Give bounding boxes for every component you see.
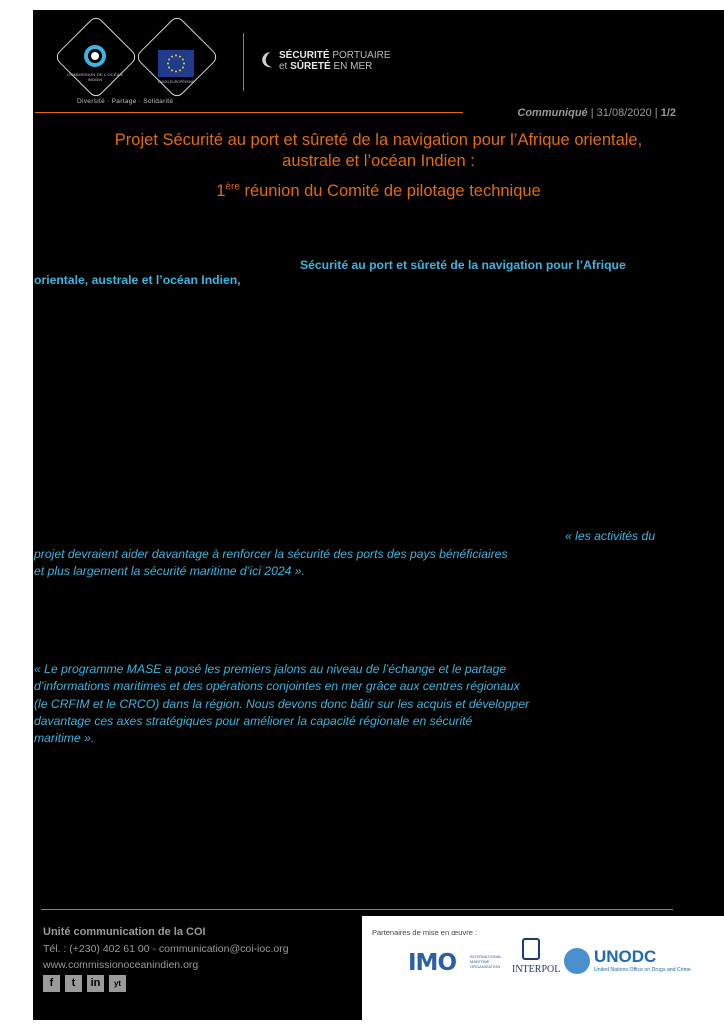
document-subtitle: 1ère réunion du Comité de pilotage technique [216,181,541,200]
document-reference: Communiqué | 31/08/2020 | 1/2 [517,107,676,119]
partners-panel [362,916,724,1024]
youtube-icon[interactable]: yt [109,975,126,992]
quote1-line3: et plus largement la sécurité maritime d’ici 2024 ». [34,564,305,578]
ssm-logo-icon [260,51,273,69]
quote2-line5: maritime ». [34,731,95,745]
eu-flag-icon [158,50,194,77]
quote2-line3: (le CRFIM et le CRCO) dans la région. Nous devons donc bâtir sur les acquis et développer [34,697,530,711]
quote1-line1: « les activités du [565,529,656,543]
program-title: SÉCURITÉ PORTUAIRE et SÛRETÉ EN MER [279,50,391,72]
quote1-line2: projet devraient aider davantage à renforcer la sécurité des ports des pays bénéficiaires [34,547,508,561]
document-title: Projet Sécurité au port et sûreté de la navigation pour l’Afrique orientale, australe et l’océan Indien : [114,131,643,170]
partners-label: Partenaires de mise en œuvre : [372,928,478,937]
project-name-line2: orientale, australe et l’océan Indien, [34,273,241,287]
project-name-line1: Sécurité au port et sûreté de la navigation pour l’Afrique [300,258,626,272]
imo-caption: INTERNATIONAL MARITIME ORGANIZATION [470,954,502,969]
footer-website[interactable]: www.commissionoceanindien.org [43,959,199,971]
quote2-line2: d’informations maritimes et des opérations conjointes en mer grâce aux centres régionaux [34,679,520,693]
header-divider [243,33,244,91]
twitter-icon[interactable]: t [65,975,82,992]
interpol-emblem-icon [522,938,540,960]
document-page [33,10,724,1020]
quote2-line1: « Le programme MASE a posé les premiers jalons au niveau de l’échange et le partage [34,662,507,676]
coi-logo-text: COMMISSION DE L'OCÉAN INDIEN [67,72,123,82]
footer-rule [41,909,673,910]
coi-tagline: Diversité · Partage · Solidarité [77,98,174,105]
unodc-logo: UNODC [594,947,657,966]
footer-unit: Unité communication de la COI [43,926,206,938]
un-emblem-icon [564,948,590,974]
header-rule [35,112,463,113]
linkedin-icon[interactable]: in [87,975,104,992]
footer-contact[interactable]: Tél. : (+230) 402 61 00 - communication@coi-ioc.org [43,943,289,955]
imo-logo: IMO [408,950,456,976]
facebook-icon[interactable]: f [43,975,60,992]
unodc-caption: United Nations Office on Drugs and Crime [594,967,691,973]
interpol-logo: INTERPOL [512,964,561,975]
coi-logo-dot [91,52,99,60]
quote2-line4: davantage ces axes stratégiques pour améliorer la capacité régionale en sécurité [34,714,473,728]
eu-caption: UNION EUROPÉENNE [157,80,195,84]
